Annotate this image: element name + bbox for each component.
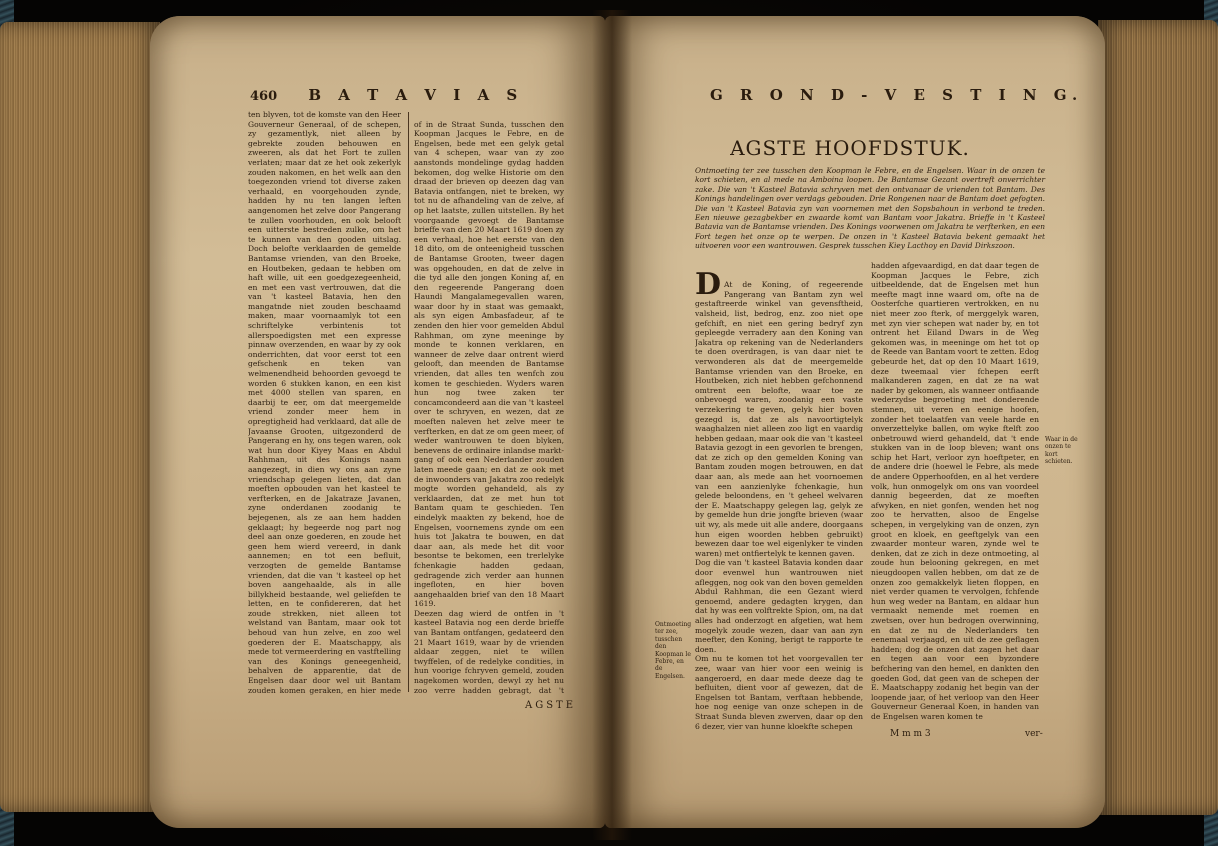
chapter-summary: Ontmoeting ter zee tusschen den Koopman le Febre, en de Engelsen. Waar in de onzen te kort schieten, en al mede na Amboina loopen. De Bantamse Gezant overtreft onverrichter zake. Die van 't Kasteel Batavia schryven met den ontvanaar de vrienden tot Bantam. Des Konings handelingen over verdags gebouden. Drie Rongenen naar de Bantam doet gefogten. Die van 't Kasteel Batavia zyn van voornemen met den Sopsbahoun in verbond te treden. Een nieuwe gezagbekber en zwaarde komt van Bantam voor Jakatra. Brieffe in 't Kasteel Batavia van de Bantamse vrienden. Des Konings voorwenen om Jakatra te verfterken, en een Fort tegen het onze op te werpen. De onzen in 't Kasteel Batavia bekent gemaakt het uitvoeren voor een wantrouwen. Gesprek tusschen Kiey Lacthoy en David Dirkszoon. <box>695 166 1045 251</box>
left-running-head <box>250 86 523 104</box>
left-col1-text: ten blyven, tot de komste van den Heer Gouverneur Generaal, of de schepen, zy gezamentlyk, niet alleen by gebrekte zouden behouwen en zweeren, als dat het Fort te zullen verlaten; maar dat ze het ook zekerlyk zouden nakomen, en het welk aan den toegezonden vriend tot diverse zaken verhaald, en voorgehouden zynde, hadden hy nu ten langen leften aangenomen het zelve door Pangerang te zullen voorhouden, en ook belooft een uitterste bestreden zulke, om het te kunnen van den gooden uitslag. Doch belofte verklaarden de gemelde Bantamse vrienden, van den Broeke, en Houtbeken, gedaan te hebben om haft wille, uit een goedgezegeenheid, en met een vast vertrouwen, dat die van 't kasteel Batavia, hen den mangatnde niet zouden beschaamd maken, maar voornaamlyk tot een schriftelyke verbintenis tot allerspoedigsten met een expresse pinnaw overzenden, en waar by zy ook onderrichten, dat voor eerst tot een gefschenk en teken van welmenendheid behoorden gevoegd te worden 6 stukken kanon, en een kist met 4000 stellen van sparen, en daarbij te eer, om dat meergemelde vriend zonder meer hem in opregtigheid had verklaard, dat alle de Javaanse Grooten, uitgezonderd de Pangerang en hy, ons tegen waren, ook wat hun door Kiyey Maas en Abdul Rahhman, uit des Konings naam aangezegt, in dien wy ons aan zyne vriendschap gelegen lieten, dat dan moeften opbouden van het kasteel te verfterken, en de Jakatraze Javanen, zyne onderdanen zoodanig te bejegenen, als ze aan hem hadden geklaagt; hy begeerde nog part nog deel aan onze goederen, en zoude het geen hem wierd vereerd, in dank aannemen; en tot een befluit, verzogten de gemelde Bantamse vrienden, dat die van 't kasteel op het boven aangehaalde, als in alle billykheid bestaande, wel geliefden te letten, en te confidereren, dat het zoude strekken, niet alleen tot welstand van Bantam, maar ook tot behoud van hun zelve, en zoo wel goederen der E. Maatschappy, als mede tot vermeerdering en vastftelling van des Konings geneegenheid, behalven de apparentie, dat de Engelsen daar door wel uit Bantam zouden komen geraken, en hier mede <box>248 110 401 695</box>
book-edge-left <box>0 22 160 812</box>
drop-cap: D <box>695 266 722 302</box>
left-page <box>150 16 605 828</box>
right-running-head <box>710 86 1105 104</box>
margin-note-left: Ontmoeting ter zee, tusschen den Koopman le Febre, en de Engelsen. <box>655 621 692 680</box>
right-page <box>605 16 1105 828</box>
left-running-title: B A T A V I A S <box>308 86 524 104</box>
column-rule <box>408 112 409 692</box>
right-column-2 <box>871 261 1039 731</box>
right-col2-text: hadden afgevaardigd, en dat daar tegen de Koopman Jacques le Febre, zich uitbeeldende, dat de Engelsen met hun meefte magt inne waard om, ofte na de Oosterfche quartieren vertrokken, en nu niet meer zoo fterk, of merggelyk waren, met zyn vier schepen wat nader by, en tot ontrent het Eiland Dwars in de Weg gekomen was, in meeninge om het tot op de Reede van Bantam voort te zetten. Edog gebeurde het, dat op den 10 Maart 1619, deze tweemaal vier fchepen eerft malkanderen zagen, en dat ze na wat nader by gekomen, als wanneer ontfiaande wederzydse begroeting met donderende stemnen, uit veren en eenige hoofen, zonder het toelaatfen van veele harde en onverzettelyke ballen, om wyke ftelft zoo onbetrouwd wierd gehandeld, dat 't ende stukken van in de loop bleven; want ons schip het Hart, verloor zyn hoeftpeter, en de andere drie (hoewel le Febre, als mede de andere Opperhoofden, en al het verdere volk, hun onmogelyk om ons van voordeel dannig begeerden, dat ze moeften afwyken, en niet gonfen, wenden het nog zoo te hervatten, alsoo de Engelse schepen, in vergelyking van de onzen, zyn groot en kloek, en geeftgelyk van een zwaarder monteur waren, zynde wel te denken, dat ze zich in deze ontmoeting, al zoude hun belooning gekregen, en met nieugdoopen vallen hebben, om dat ze de onzen zoo gemakkelyk lieten floppen, en niet verder quamen te vervolgen, fchfende hun weg weder na Bantam, en aldaar hun vermaakt nemende met roemen en zwetsen, over hun bedrogen overwinning, en dat ze nu de Nederlanders ten eenemaal verjaagd, en uit de zee geflagen hadden; dog de onzen dat zagen het daar en tegen aan voor een byzondere befchering van den hemel, en dankten den goeden God, dat geen van de schepen der E. Maatschappy zodanig het begin van der loopende jaar, of het verloop van den Heer Gouverneur Generaal Koen, in handen van de Engelsen waren komen te <box>871 261 1039 721</box>
left-catchword: AGSTE <box>525 700 577 711</box>
book-edge-right <box>1098 20 1218 815</box>
left-col2-text: of in de Straat Sunda, tusschen den Koopman Jacques le Febre, en de Engelsen, bede met een gelyk getal van 4 schepen, waar van zy zoo aanstonds mondelinge gydag hadden bekomen, dog welke Historie om den draad der brieven op deezen dag van Batavia ontfangen, niet te breken, wy tot nu de afhandeling van de zelve, af op het laatste, zullen uitstellen. By het voorgaande gevoegt de Bantamse brieffe van den 20 Maart 1619 doen zy een verhaal, hoe het eerste van den 18 dito, om de onteenigheid tusschen de Bantamse Grooten, tweer dagen was opgehouden, en dat de zelve in die tyd alle den jongen Koning af, en den regeerende Pangerang doen Haundi Mangalamegevallen waren, waar door hy in staat was gemaakt, als syn eigen Ambasfadeur, af te zenden den hier voor gemelden Abdul Rahhman, om zyne meeninge by monde te konnen verklaren, en wanneer de zelve daar ontrent wierd gelooft, dan meenden de Bantamse vrienden, dat alles ten wenfch zou komen te geschieden. Wyders waren hun nog twee zaken ter concamcondeerd aan die van 't kasteel over te schryven, en wezen, dat ze moeften naleven het zelve meer te verfterken, en dat ze om geen meer, of weder wantrouwen te doen blyken, benevens de ordinaire inlandse markt-gang of ook een Nederlander zouden laten meede gaan; en dat ze ook met de inwoonders van Jakatra zoo redelyk mogte worden gehandeld, als zy verklaarden, dat ze met hun tot Bantam quam te geschieden. Ten eindelyk maakten zy bekend, hoe de Engelsen, voornemens zynde om een huis tot Jakatra te bouwen, en dat daar aan, als mede het dit voor besontse te bekomen, een trerlelyke fchenkagie hadden gedaan, gedragende zich verder aan hunnen ingefloten, en hier boven aangehaalden brief van den 18 Maart 1619. Deezen dag wierd de ontfen in 't kasteel Batavia nog een derde brieffe van Bantam ontfangen, gedateerd den 21 Maart 1619, waar by de vrienden aldaar zeggen, niet te willen twyffelen, of de redelyke condities, in hun voorige fchryven gemeld, zouden nagekomen worden, dewyl zy het nu zoo verre hadden gebragt, dat 't <box>414 119 564 695</box>
right-column-1 <box>695 261 863 731</box>
left-column-1 <box>248 110 401 695</box>
left-column-2 <box>414 110 564 695</box>
right-catchword: ver- <box>1025 729 1043 739</box>
right-running-title: G R O N D - V E S T I N G. <box>710 86 1084 104</box>
left-page-number: 460 <box>250 89 278 104</box>
right-col1-text: At de Koning, of regeerende Pangerang van Bantam zyn wel gestaftreerde winkel van gevensftheid, valsheid, list, bedrog, enz. zoo niet ope gefchift, en niet een gering bedryf zyn gepleegde verradery aan den Koning van Jakatra op rekening van de Nederlanders te doen overdragen, is van daar niet te verwonderen als dat de meergemelde Bantamse vrienden van den Broeke, en Houtbeken, zich niet hebben gefchonnend omtrent een belofte, waar toe ze onbevoegd waren, zoodanig een vaste verzekering te geven, gelyk hier boven gezegd is, dat ze als navoortigtelyk waaghalzen niet alleen zoo ligt en vaardig hebben gedaan, maar ook die van 't kasteel Batavia gezogt in een gevorlen te brengen, dat ze zich op den gemelden Koning van Bantam zouden mogen betrouwen, en dat daar aan, als mede aan het voornoemen van een aanzienlyke fchenkagie, hun gelede beloondens, en 't geheel welvaren der E. Maatschappy gelegen lag, gelyk ze by gemelde hun drie jongfte brieven (waar uit wy, als mede uit alle andere, doorgaans hun eigen woorden hebben gebruikt) bewezen daar toe wel eigenlyker te vinden waren) met ontfiertelyk te kennen gaven. Dog die van 't kasteel Batavia konden daar door evenwel hun wantrouwen niet afleggen, nog ook van den boven gemelden Abdul Rahhman, die een Gezant wierd genoemd, andere gedagten krygen, dan dat hy was een volftrekte Spion, om, na dat alles had onderzogt en afgetien, wat hem mogelyk zoude wezen, daar van aan zyn meefter, den Koning, berigt te rapporte te doen. Om nu te komen tot het voorgevallen ter zee, waar van hier voor een weinig is aangeroerd, en daar mede deeze dag te befluiten, dient voor af gewezen, dat de Engelsen tot Bantam, verftaan hebbende, hoe nog eenige van onze schepen in de Straat Sunda bleven zwerven, daar op den 6 dezer, vier van hunne kloekfte schepen <box>695 280 863 731</box>
margin-note-right: Waar in de onzen te kort schieten. <box>1045 436 1078 466</box>
spine-gutter <box>592 10 632 840</box>
chapter-title: AGSTE HOOFDSTUK. <box>730 136 970 160</box>
signature-mark: M m m 3 <box>890 729 931 739</box>
